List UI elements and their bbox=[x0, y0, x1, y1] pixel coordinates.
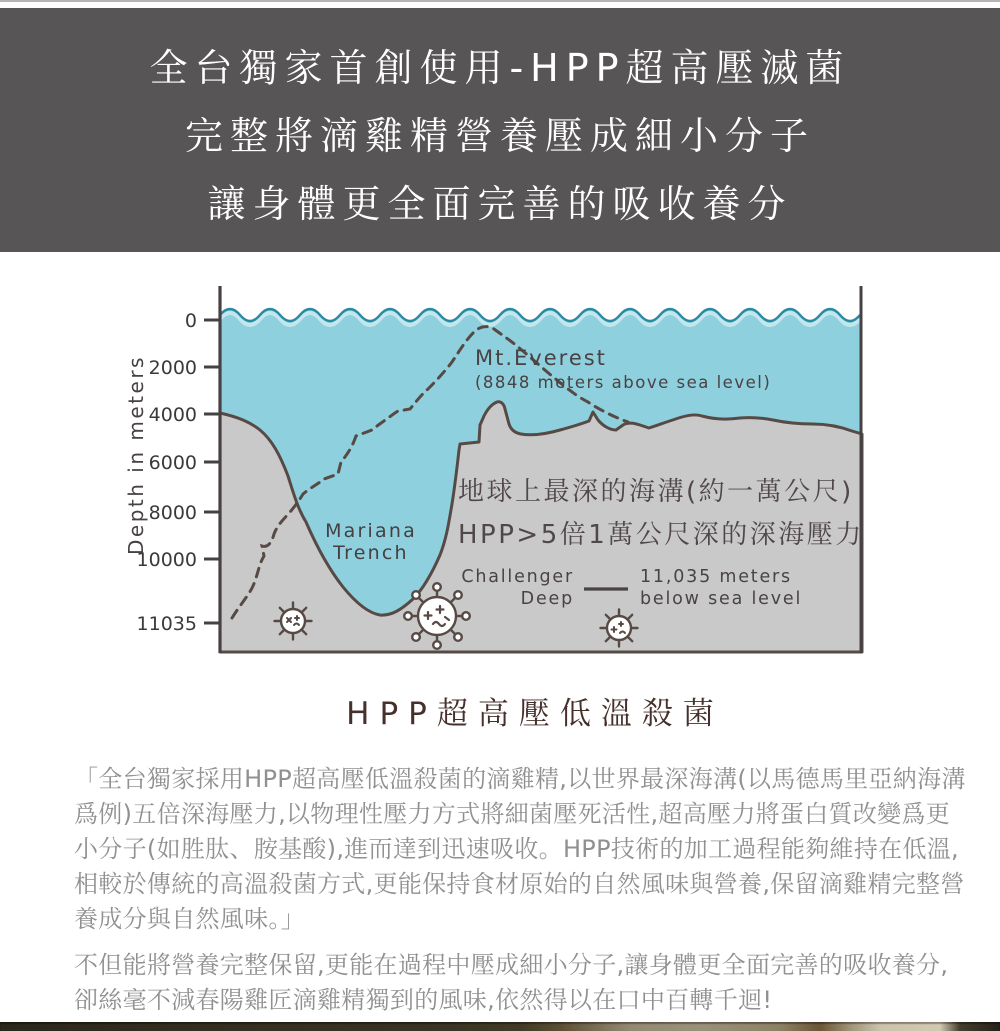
body-text bbox=[74, 762, 972, 1018]
depth-diagram bbox=[0, 278, 1000, 660]
tick-label-6000: 6000 bbox=[148, 452, 197, 474]
germ-icon bbox=[275, 603, 312, 640]
depth-axis-label: Depth in meters bbox=[124, 355, 148, 555]
top-border-line bbox=[0, 0, 1000, 2]
footer-photo-strip bbox=[0, 1022, 1000, 1031]
germ-icon bbox=[404, 583, 470, 649]
germ-icon bbox=[601, 610, 638, 647]
everest-sublabel: (8848 meters above sea level) bbox=[475, 373, 772, 392]
mariana-trench-label-line1: Mariana bbox=[325, 520, 417, 542]
section-title: HPP超高壓低溫殺菌 bbox=[346, 696, 724, 732]
banner-line-1: 全台獨家首創使用-HPP超高壓滅菌 bbox=[149, 46, 851, 90]
tick-label-10000: 10000 bbox=[136, 549, 197, 571]
deepest-trench-caption-zh: 地球上最深的海溝(約一萬公尺) bbox=[458, 477, 854, 507]
paragraph-quote: 「全台獨家採用HPP超高壓低溫殺菌的滴雞精,以世界最深海溝(以馬德馬里亞納海溝爲例)五倍深海壓力,以物理性壓力方式將細菌壓死活性,超高壓力將蛋白質改變爲更小分子(如胜肽、胺基酸),進而達到迅速吸收。HPP技術的加工過程能夠維持在低溫,相較於傳統的高溫殺菌方式,更能保持食材原始的自然風味與營養,保留滴雞精完整營養成分與自然風味。」 bbox=[74, 765, 966, 933]
hpp-pressure-caption-zh: HPP>5倍1萬公尺深的深海壓力 bbox=[458, 520, 864, 550]
depth-value-label-line2: below sea level bbox=[640, 589, 803, 609]
axis-ticks bbox=[204, 320, 219, 623]
challenger-deep-label-line2: Deep bbox=[520, 589, 574, 609]
depth-diagram-container bbox=[0, 278, 1000, 660]
tick-label-8000: 8000 bbox=[148, 502, 197, 524]
tick-label-2000: 2000 bbox=[148, 357, 197, 379]
header-banner bbox=[0, 8, 1000, 252]
tick-label-11035: 11035 bbox=[136, 613, 197, 635]
tick-label-0: 0 bbox=[184, 310, 197, 332]
mariana-trench-label-line2: Trench bbox=[333, 542, 409, 564]
banner-line-3: 讓身體更全面完善的吸收養分 bbox=[207, 182, 793, 226]
depth-value-label-line1: 11,035 meters bbox=[640, 567, 792, 587]
challenger-deep-label-line1: Challenger bbox=[461, 567, 574, 587]
paragraph-note: 不但能將營養完整保留,更能在過程中壓成細小分子,讓身體更全面完善的吸收養分,卻絲毫不減春陽雞匠滴雞精獨到的風味,依然得以在口中百轉千迴! bbox=[74, 951, 949, 1014]
everest-label: Mt.Everest bbox=[475, 346, 607, 370]
banner-line-2: 完整將滴雞精營養壓成細小分子 bbox=[184, 114, 815, 158]
tick-label-4000: 4000 bbox=[148, 404, 197, 426]
